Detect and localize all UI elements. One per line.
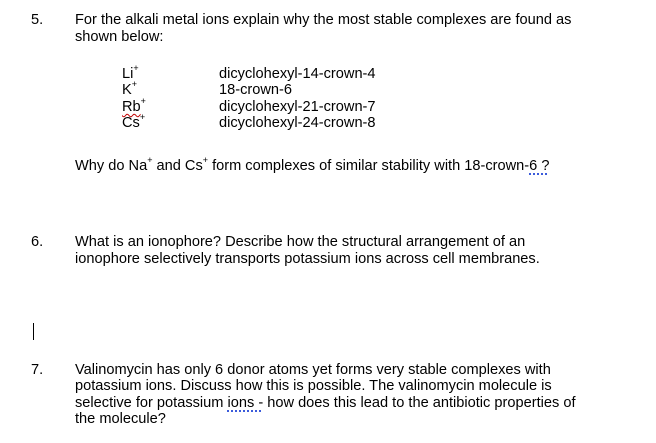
complex-cs: dicyclohexyl-24-crown-8	[219, 115, 376, 131]
ion-cs: Cs+	[122, 112, 146, 131]
complex-k: 18-crown-6	[219, 82, 292, 98]
question-5-subquestion: Why do Na+ and Cs+ form complexes of similar stability with 18-crown-6 ?	[75, 155, 550, 174]
question-6-line-1: What is an ionophore? Describe how the structural arrangement of an	[75, 234, 526, 250]
text-cursor	[33, 323, 34, 340]
question-5-number: 5.	[31, 12, 44, 28]
question-7-line-3: selective for potassium ions - how does this lead to the antibiotic properties of	[75, 395, 576, 411]
question-6-number: 6.	[31, 234, 44, 250]
question-5-line-1: For the alkali metal ions explain why the most stable complexes are found as	[75, 12, 572, 28]
ion-li: Li+	[122, 63, 139, 82]
question-7-number: 7.	[31, 362, 44, 378]
question-7-line-2: potassium ions. Discuss how this is possible. The valinomycin molecule is	[75, 378, 552, 394]
ion-rb: Rb+	[122, 96, 146, 115]
question-6-line-2: ionophore selectively transports potassium ions across cell membranes.	[75, 251, 540, 267]
question-7-line-4: the molecule?	[75, 411, 166, 427]
ion-k: K+	[122, 79, 137, 98]
question-7-line-1: Valinomycin has only 6 donor atoms yet forms very stable complexes with	[75, 362, 551, 378]
complex-li: dicyclohexyl-14-crown-4	[219, 66, 376, 82]
question-5-line-2: shown below:	[75, 29, 164, 45]
complex-rb: dicyclohexyl-21-crown-7	[219, 99, 376, 115]
